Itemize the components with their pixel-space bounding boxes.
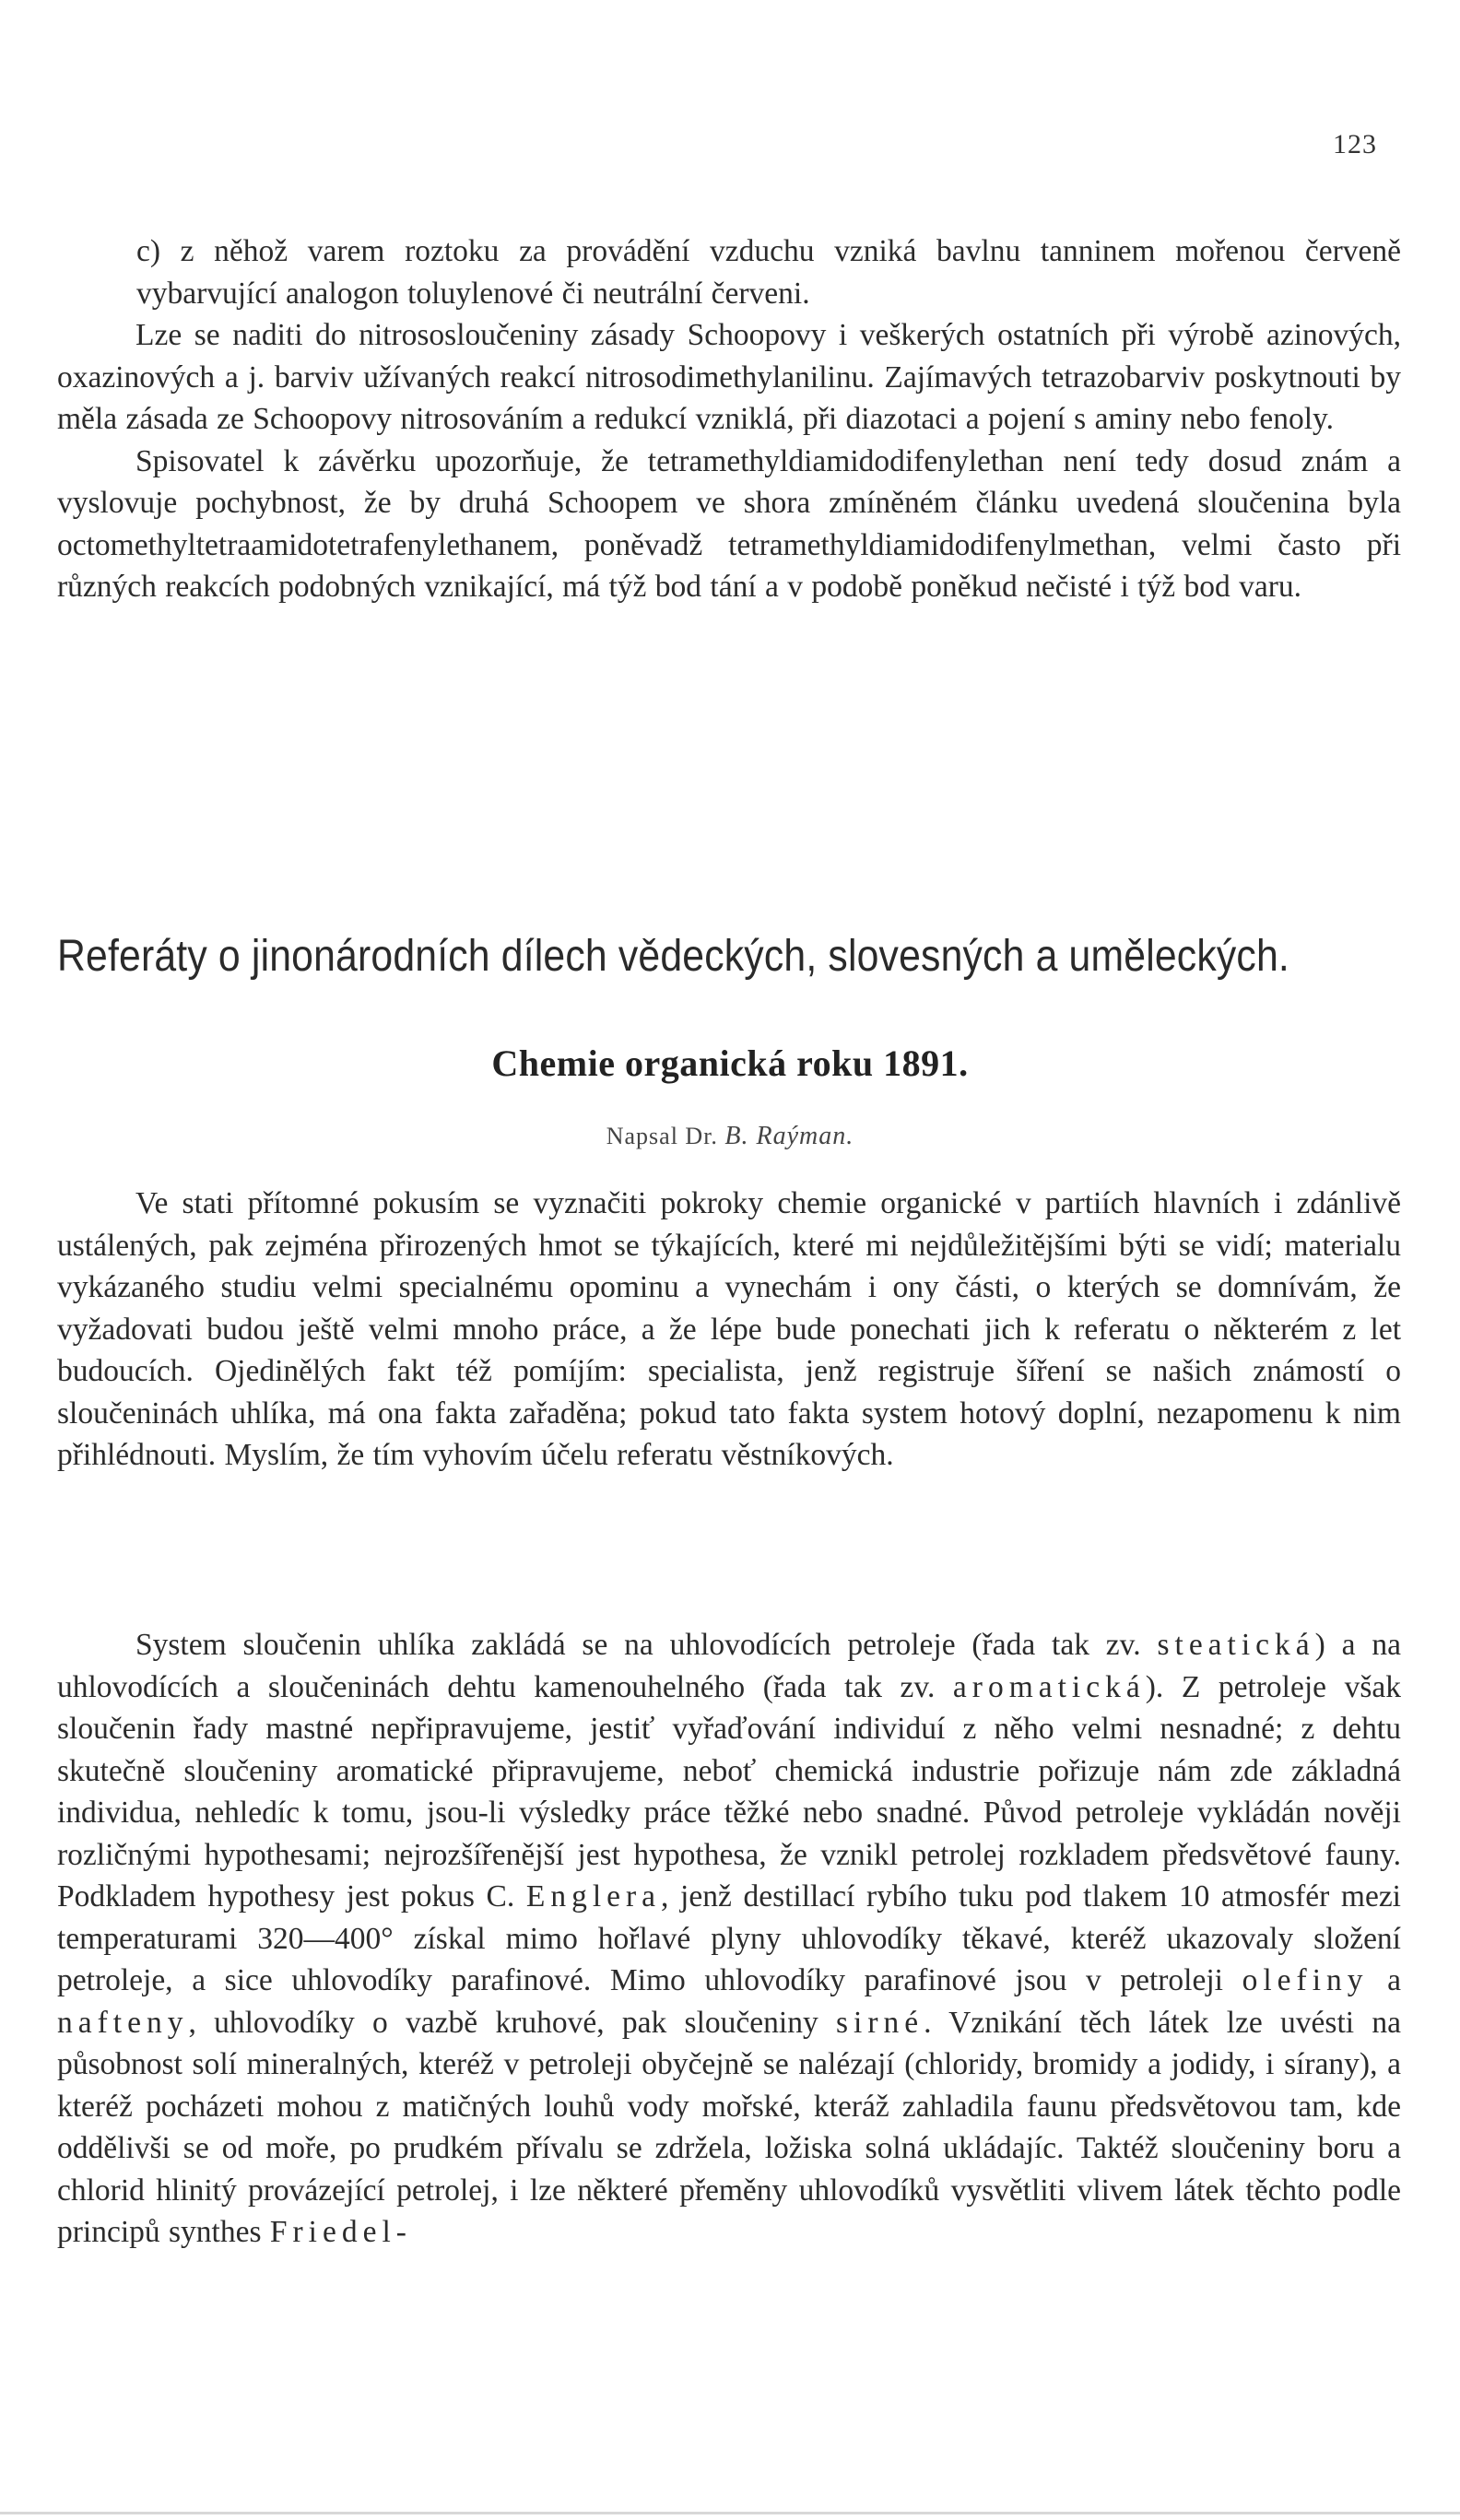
paragraph-intro: Ve stati přítomné pokusím se vyznačiti pokroky chemie organické v partiích hlavních i zdánlivě ustálených, pak zejména přirozených hmot se týkajících, které mi nejdůležitějšími býti se vidí; materialu vykázaného studiu velmi specialnému opominu a vynechám i ony části, o kterých se domnívám, že vyžadovati budou ještě velmi mnoho práce, a že lépe bude ponechati jich k referatu o některém z let budoucích. Ojedinělých fakt též pomíjím: specialista, jenž registruje šíření se našich známostí o sloučeninách uhlíka, má ona fakta zařaděna; pokud tato fakta system hotový doplní, nezapomenu k nim přihlédnouti. Myslím, že tím vyhovím účelu referatu věstníkových. <box>57 1186 1401 1472</box>
term-aromaticka: aromatická <box>952 1669 1146 1704</box>
author-prefix: Napsal Dr. <box>606 1123 725 1149</box>
article-title: Chemie organická roku 1891. <box>491 1042 969 1084</box>
paragraph-author-note: Spisovatel k závěrku upozorňuje, že tetramethyldiamidodifenylethan není tedy dosud znám a vyslovuje pochybnost, že by druhá Schoopem ve shora zmíněném článku uvedená sloučenina byla octomethyltetraamidotetrafenylethanem, poněvadž tetramethyldiamidodifenylmethan, velmi často při různých reakcích podobných vznikající, má týž bod tání a v podobě poněkud nečisté i týž bod varu. <box>57 443 1401 604</box>
page-number: 123 <box>1333 129 1377 159</box>
section-heading: Referáty o jinonárodních dílech vědeckých, slovesných a uměleckých. <box>57 932 1289 981</box>
text-run: ). Z petroleje však sloučenin řady mastné nepřipravujeme, jestiť vyřaďování individuí z něho velmi nesnadné; z dehtu skutečně sloučeniny aromatické připravujeme, neboť chemická industrie pořizuje nám zde základná individua, nehledíc k tomu, jsou-li výsledky práce těžké nebo snadné. Původ petroleje vykládán nověji rozličnými hypothesami; nejrozšířenější jest hypothesa, že vznikl petrolej rozkladem předsvětové fauny. Podkladem hypothesy jest pokus C. <box>57 1669 1401 1914</box>
author-name: B. Raýman. <box>724 1122 854 1150</box>
author-line <box>0 1120 1460 1153</box>
paragraph-system <box>57 1624 1401 2254</box>
text-run: . Vznikání těch látek lze uvésti na působnost solí mineralných, kteréž v petroleji obyčejně se nalézají (chloridy, bromidy a jodidy, i sírany), a kteréž pocházeti mohou z matičných louhů vody mořské, kteráž zahladila faunu předsvětovou tam, kde oddělivši se od moře, po prudkém přívalu se zdržela, ložiska solná ukládajíc. Taktéž sloučeniny boru a chlorid hlinitý provázející petrolej, i lze některé přeměny uhlovodíků vysvětliti vlivem látek těchto podle principů synthes <box>57 2005 1401 2249</box>
article-body-block <box>57 1624 1401 2254</box>
article-intro-block <box>57 1183 1401 1477</box>
paragraph-item-c: c) z něhož varem roztoku za provádění vzduchu vzniká bavlnu tanninem mořenou červeně vybarvující analogon toluylenové či neutrální červeni. <box>136 234 1401 311</box>
name-friedel: Friedel- <box>269 2215 412 2249</box>
paragraph-nitroso: Lze se naditi do nitrososloučeniny zásady Schoopovy i veškerých ostatních při výrobě azinových, oxazinových a j. barviv užívaných reakcí nitrosodimethylanilinu. Zajímavých tetrazobarviv poskytnouti by měla zásada ze Schoopovy nitrosováním a redukcí vzniklá, při diazotaci a pojení s aminy nebo fenoly. <box>57 318 1401 436</box>
text-run: ) a na uhlovodících a sloučeninách dehtu kamenouhelného (řada tak zv. <box>57 1628 1401 1704</box>
text-run: , uhlovodíky o vazbě kruhové, pak sloučeniny <box>188 2005 836 2040</box>
page-bottom-edge <box>0 2512 1460 2514</box>
term-nafteny: nafteny <box>57 2005 189 2040</box>
text-run: , jenž destillací rybího tuku pod tlakem 10 atmosfér mezi temperaturami 320—400° získal mimo hořlavé plyny uhlovodíky těkavé, kteréž ukazovaly složení petroleje, a sice uhlovodíky parafinové. Mimo uhlovodíky parafinové jsou v petroleji <box>57 1879 1401 1997</box>
term-steaticka: steatická <box>1157 1628 1315 1662</box>
term-olefiny: olefiny <box>1242 1963 1369 1997</box>
name-englera: Englera <box>525 1879 662 1914</box>
continued-text-block <box>57 230 1401 608</box>
text-run: a <box>1368 1963 1401 1997</box>
text-run: System sloučenin uhlíka zakládá se na uhlovodících petroleje (řada tak zv. <box>135 1628 1158 1662</box>
term-sirne: sirné <box>835 2005 924 2040</box>
